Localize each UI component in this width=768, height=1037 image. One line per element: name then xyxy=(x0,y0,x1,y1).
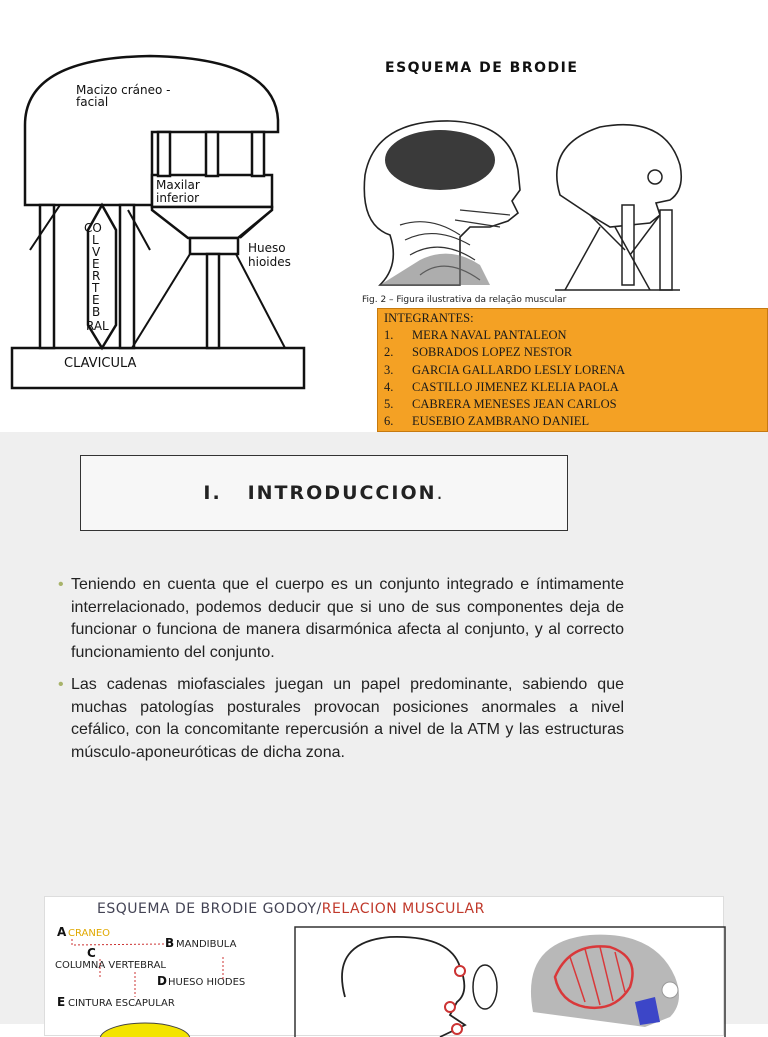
section-title-period: . xyxy=(436,482,445,504)
label-columna-8: RAL xyxy=(86,319,109,333)
member-name: CABRERA MENESES JEAN CARLOS xyxy=(412,397,617,412)
member-name: CASTILLO JIMENEZ KLELIA PAOLA xyxy=(412,379,619,394)
section-title-text: INTRODUCCION xyxy=(247,482,437,504)
list-item xyxy=(384,396,761,413)
member-number: 6. xyxy=(384,414,394,429)
bullet-marker: • xyxy=(58,676,64,693)
list-item xyxy=(58,674,624,764)
mandible-funnel xyxy=(152,207,272,238)
slide-cover xyxy=(0,0,768,432)
member-number: 5. xyxy=(384,397,394,412)
member-name: MERA NAVAL PANTALEON xyxy=(412,328,567,343)
figure-caption: Fig. 2 – Figura ilustrativa da relação muscular xyxy=(362,295,567,305)
label-macizo-2: facial xyxy=(76,95,109,109)
godoy-title-sub: RELACION MUSCULAR xyxy=(321,901,485,917)
list-item xyxy=(58,574,624,664)
label-columna-7: B xyxy=(92,305,101,319)
section-title xyxy=(203,482,444,504)
bullet-marker: • xyxy=(58,576,64,593)
member-name: EUSEBIO ZAMBRANO DANIEL xyxy=(412,414,590,429)
label-columna-6: E xyxy=(92,293,100,307)
members-box xyxy=(377,308,768,432)
label-columna-5: T xyxy=(92,281,100,295)
legend-text-d: HUESO HIODES xyxy=(168,977,246,988)
section-number: I. xyxy=(203,482,222,504)
label-columna-3: E xyxy=(92,257,100,271)
legend-text-b: MANDIBULA xyxy=(176,939,237,950)
label-columna-4: R xyxy=(92,269,101,283)
godoy-diagram xyxy=(45,897,725,1037)
legend-text-e: CINTURA ESCAPULAR xyxy=(68,998,175,1009)
label-macizo-1: Macizo cráneo - xyxy=(76,83,171,97)
section-title-box xyxy=(80,455,568,531)
member-name: GARCIA GALLARDO LESLY LORENA xyxy=(412,362,626,377)
godoy-title-main: ESQUEMA DE BRODIE GODOY/ xyxy=(97,901,322,917)
legend-letter-d: D xyxy=(157,974,167,988)
hyoid-block xyxy=(190,238,238,254)
legend-letter-e: E xyxy=(57,995,66,1009)
brodie-title: ESQUEMA DE BRODIE xyxy=(385,60,579,76)
label-columna-0: CO xyxy=(84,221,102,235)
list-item xyxy=(384,362,761,379)
members-heading: INTEGRANTES: xyxy=(384,311,474,325)
list-item xyxy=(384,344,761,361)
slide-introduction xyxy=(0,432,768,864)
skull-outline xyxy=(342,937,465,1037)
legend-text-c: COLUMNA VERTEBRAL xyxy=(55,960,166,971)
label-maxilar-2: inferior xyxy=(156,191,200,205)
member-number: 3. xyxy=(384,362,394,377)
slide-brodie-godoy xyxy=(0,864,768,1024)
clavicle-block xyxy=(12,348,304,388)
label-hueso-2: hioides xyxy=(248,255,291,269)
brodie-lever-diagram xyxy=(0,40,360,410)
legend-letter-a: A xyxy=(57,925,67,939)
list-item xyxy=(384,379,761,396)
legend-letter-b: B xyxy=(165,936,175,950)
list-item xyxy=(384,327,761,344)
brain-shape xyxy=(385,130,495,190)
member-number: 4. xyxy=(384,379,394,394)
bullet-text: Las cadenas miofasciales juegan un papel predominante, sabiendo que muchas patologías posturales provocan posiciones anormales a nivel cefálico, con la concomitante repercusión a nivel de la ATM y las estructuras músculo-aponeuróticas de dicha zona. xyxy=(71,676,624,761)
legend-text-a: CRANEO xyxy=(68,928,111,939)
head-muscle-illustration xyxy=(360,115,690,295)
legend-letter-c: C xyxy=(87,946,96,960)
bullet-list xyxy=(58,574,624,774)
member-number: 2. xyxy=(384,345,394,360)
bullet-text: Teniendo en cuenta que el cuerpo es un conjunto integrado e íntimamente interrelacionado, podemos deducir que si uno de sus componentes deja de funcionar o funciona de manera disarmónica afecta al conjunto, y al correcto funcionamiento del conjunto. xyxy=(71,576,624,661)
label-hueso-1: Hueso xyxy=(248,241,286,255)
member-number: 1. xyxy=(384,328,394,343)
godoy-diagram-panel xyxy=(44,896,724,1036)
label-columna-1: L xyxy=(92,233,99,247)
label-maxilar-1: Maxilar xyxy=(156,178,200,192)
list-item xyxy=(384,413,761,430)
label-columna-2: V xyxy=(92,245,101,259)
member-name: SOBRADOS LOPEZ NESTOR xyxy=(412,345,573,360)
label-clavicula: CLAVICULA xyxy=(64,356,137,371)
